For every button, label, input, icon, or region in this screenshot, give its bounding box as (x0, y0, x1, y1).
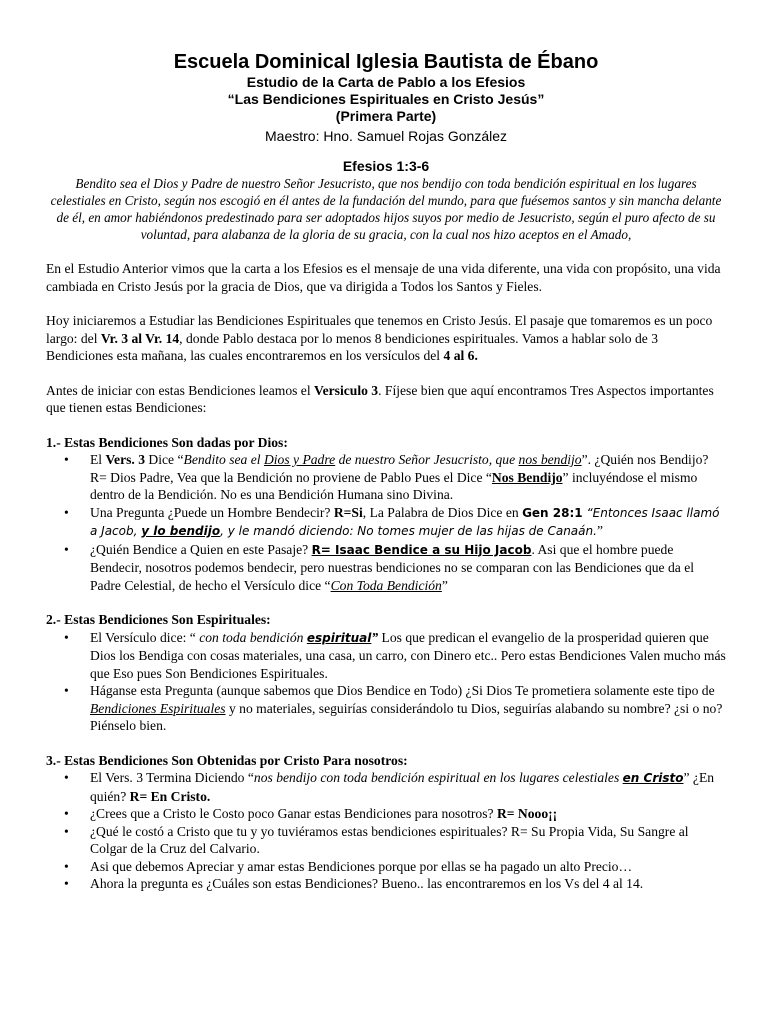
bullet-icon: • (64, 452, 69, 467)
list-item: • Ahora la pregunta es ¿Cuáles son estas Bendiciones? Bueno.. las encontraremos en los Vs del 4 al 14. (64, 876, 644, 891)
school-title: Escuela Dominical Iglesia Bautista de Ébano (173, 51, 599, 73)
list-item: • El Vers. 3 Termina Diciendo “nos bendijo con toda bendición espiritual en los lugares celestiales en Cristo” ¿En quién? R= En Cristo. (64, 770, 715, 804)
bullet-icon: • (64, 858, 69, 874)
section-2-title: 2.- Estas Bendiciones Son Espirituales: (46, 612, 271, 627)
bullet-icon: • (64, 629, 69, 645)
list-item: • ¿Quién Bendice a Quien en este Pasaje? R= Isaac Bendice a su Hijo Jacob. Asi que el hombre puede Bendecir, nosotros podemos bendecir, pero nuestras bendiciones no se comparan con las Bendiciones que da el Padre Celestial, de hecho el Versículo dice “Con Toda Bendición” (64, 541, 695, 593)
bullet-icon: • (64, 541, 69, 557)
theme-title: “Las Bendiciones Espirituales en Cristo Jesús” (227, 91, 545, 107)
part-label: (Primera Parte) (335, 108, 437, 124)
section-1-list (46, 451, 726, 594)
bullet-icon: • (64, 823, 69, 839)
section-3-title: 3.- Estas Bendiciones Son Obtenidas por Cristo Para nosotros: (46, 752, 408, 768)
intro-paragraph-2: Hoy iniciaremos a Estudiar las Bendiciones Espirituales que tenemos en Cristo Jesús. El pasaje que tomaremos es un poco largo: del Vr. 3 al Vr. 14, donde Pablo destaca por lo menos 8 bendiciones espirituales. Vamos a hablar solo de 3 Bendiciones esta mañana, las cuales encontraremos en los versículos del 4 al 6. (46, 313, 713, 363)
list-item: • Asi que debemos Apreciar y amar estas Bendiciones porque por ellas se ha pagado un alto Precio… (64, 858, 633, 874)
section-3-list (46, 769, 726, 893)
document-header (46, 50, 726, 175)
intro-paragraph-1: En el Estudio Anterior vimos que la carta a los Efesios es el mensaje de una vida diferente, una vida con propósito, una vida cambiada en Cristo Jesús por la gracia de Dios, que va dirigida a Todos los Santos y Fieles. (46, 261, 721, 294)
section-2-list (46, 629, 726, 735)
list-item: • ¿Crees que a Cristo le Costo poco Ganar estas Bendiciones para nosotros? R= Nooo¡¡ (64, 806, 558, 821)
section-1-title: 1.- Estas Bendiciones Son dadas por Dios: (46, 434, 288, 450)
passage-reference: Efesios 1:3-6 (342, 158, 430, 174)
list-item: • Una Pregunta ¿Puede un Hombre Bendecir? R=Si, La Palabra de Dios Dice en Gen 28:1 “Entonces Isaac llamó a Jacob, y lo bendijo, y le mandó diciendo: No tomes mujer de las hijas de Canaán.” (64, 504, 720, 538)
passage-text: Bendito sea el Dios y Padre de nuestro Señor Jesucristo, que nos bendijo con toda bendición espiritual en los lugares celestiales en Cristo, según nos escogió en él antes de la fundación del mundo, para que fuésemos santos y sin mancha delante de él, en amor habiéndonos predestinado para ser adoptados hijos suyos por medio de Jesucristo, según el puro afecto de su voluntad, para alabanza de la gloria de su gracia, con la cual nos hizo aceptos en el Amado, (50, 176, 722, 242)
bullet-icon: • (64, 504, 69, 520)
intro-paragraph-3: Antes de iniciar con estas Bendiciones leamos el Versiculo 3. Fíjese bien que aquí encontramos Tres Aspectos importantes que tienen estas Bendiciones: (46, 382, 714, 415)
bullet-icon: • (64, 683, 69, 698)
list-item: • El Versículo dice: “ con toda bendición espiritual” Los que predican el evangelio de la prosperidad quieren que Dios los Bendiga con cosas materiales, una casa, un carro, con Dinero etc.. Pero estas Bendiciones Valen mucho más que Eso pues Son Bendiciones Espirituales. (64, 629, 726, 681)
teacher-line: Maestro: Hno. Samuel Rojas González (265, 128, 507, 144)
list-item: • ¿Qué le costó a Cristo que tu y yo tuviéramos estas bendiciones espirituales? R= Su Propia Vida, Su Sangre al Colgar de la Cruz del Calvario. (64, 823, 689, 856)
bullet-icon: • (64, 770, 69, 785)
list-item: • Háganse esta Pregunta (aunque sabemos que Dios Bendice en Todo) ¿Si Dios Te prometiera solamente este tipo de Bendiciones Espirituales y no materiales, seguirías considerándolo tu Dios, seguirías alabando su nombre? ¿si o no? Piénselo bien. (64, 683, 723, 733)
bullet-icon: • (64, 806, 69, 821)
study-title: Estudio de la Carta de Pablo a los Efesios (246, 74, 526, 90)
bullet-icon: • (64, 876, 69, 891)
list-item: • El Vers. 3 Dice “Bendito sea el Dios y Padre de nuestro Señor Jesucristo, que nos bendijo”. ¿Quién nos Bendijo? R= Dios Padre, Vea que la Bendición no proviene de Pablo Pues el Dice “Nos Bendijo” incluyéndose el mismo dentro de la Bendición. No es una Bendición Humana sino Divina. (64, 452, 709, 502)
